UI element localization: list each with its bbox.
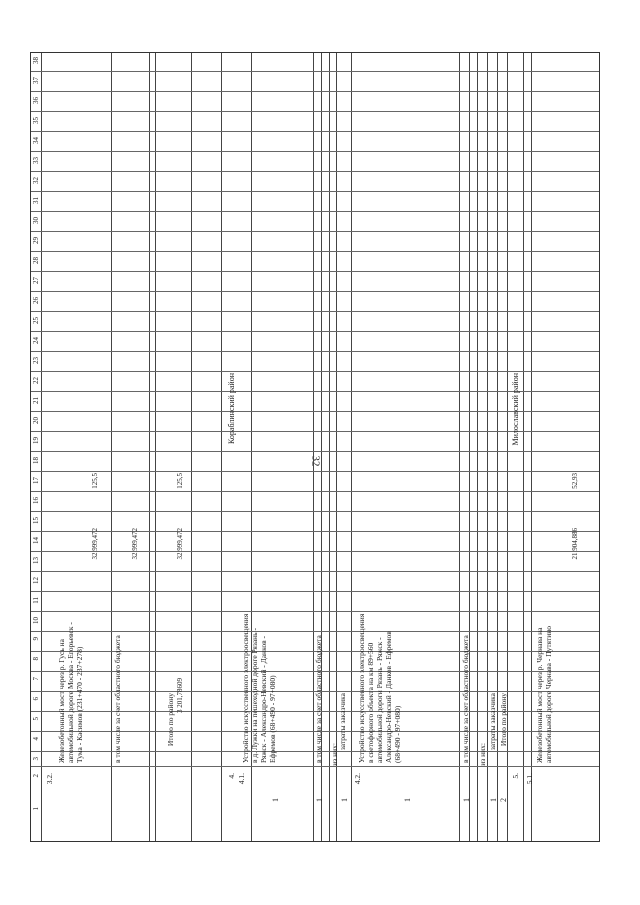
column-number: 24 xyxy=(32,337,40,344)
row-name: Устройство искусственного электроосвещения в светофорного объекта на км 89+560 автомобильной дороги Рязань - Ряжск - Александро-Невский - Данков - Ефремов (68+490 - 97+080) xyxy=(357,613,402,763)
column-number: 28 xyxy=(32,257,40,264)
column-number: 1 xyxy=(32,807,40,811)
column-number: 12 xyxy=(32,577,40,584)
row-code: 4.1. xyxy=(237,773,246,785)
column-number: 9 xyxy=(32,637,40,641)
value-cell: 125,5 xyxy=(176,473,184,489)
row-subtitle: из них: xyxy=(478,743,487,766)
column-number: 21 xyxy=(32,397,40,404)
col-divider xyxy=(31,231,599,232)
column-number: 4 xyxy=(32,737,40,741)
column-number: 2 xyxy=(32,774,40,778)
column-number: 26 xyxy=(32,297,40,304)
col-divider xyxy=(31,291,599,292)
value-cell: 21 904,886 xyxy=(571,528,579,560)
column-number: 37 xyxy=(32,77,40,84)
column-number: 18 xyxy=(32,457,40,464)
col-divider xyxy=(31,511,599,512)
column-number: 10 xyxy=(32,617,40,624)
row-code: 3.2. xyxy=(45,773,54,785)
col-divider xyxy=(31,471,599,472)
section-number: 4. xyxy=(227,773,236,779)
mark: 1 xyxy=(489,798,498,802)
column-number: 5 xyxy=(32,717,40,721)
col-divider xyxy=(31,191,599,192)
row-code: 4.2. xyxy=(353,773,362,785)
value-cell: 3 201,78609 xyxy=(176,678,184,713)
column-number: 36 xyxy=(32,97,40,104)
col-divider xyxy=(31,551,599,552)
value-cell: 32 999,472 xyxy=(131,528,139,560)
value-cell: 52,93 xyxy=(571,473,579,489)
col-divider xyxy=(31,151,599,152)
row-name: Устройство искусственного электроосвещения в д. Лужки на пешеходной дороге Рязань - Ряжск - Александро-Невский - Данков - Ефремов (68+490 - 97+080) xyxy=(241,613,277,763)
row-subtitle: в том числе за счет областного бюджета xyxy=(314,635,323,763)
column-number: 32 xyxy=(32,177,40,184)
column-number: 13 xyxy=(32,557,40,564)
col-divider xyxy=(31,71,599,72)
row-total-label: Итого по району xyxy=(166,693,175,747)
column-number: 11 xyxy=(32,597,40,604)
column-number: 7 xyxy=(32,677,40,681)
mark: 1 xyxy=(315,798,324,802)
col-divider xyxy=(31,91,599,92)
section-title: Милославский район xyxy=(511,373,520,446)
col-divider xyxy=(31,131,599,132)
column-number: 22 xyxy=(32,377,40,384)
column-number: 33 xyxy=(32,157,40,164)
col-divider xyxy=(31,591,599,592)
col-divider xyxy=(31,251,599,252)
column-number: 30 xyxy=(32,217,40,224)
column-number: 17 xyxy=(32,477,40,484)
rotated-table xyxy=(30,52,600,842)
col-divider xyxy=(31,451,599,452)
value-cell: 32 999,472 xyxy=(91,528,99,560)
col-divider xyxy=(31,331,599,332)
column-number: 20 xyxy=(32,417,40,424)
col-divider xyxy=(31,766,599,767)
column-number: 29 xyxy=(32,237,40,244)
col-divider xyxy=(31,351,599,352)
row-total-label: Итого по району xyxy=(499,693,508,747)
page-number: 32 xyxy=(309,455,322,467)
row-name: Железобетонный мост через р. Гусь на автомобильной дороге Москва - Егорьевск - Тума - Касимов (231+470 - 237+278) xyxy=(57,622,84,763)
column-number: 19 xyxy=(32,437,40,444)
mark: 1 xyxy=(403,798,412,802)
col-divider xyxy=(31,571,599,572)
column-number: 27 xyxy=(32,277,40,284)
col-divider xyxy=(31,531,599,532)
column-number: 34 xyxy=(32,137,40,144)
column-number: 25 xyxy=(32,317,40,324)
column-number: 3 xyxy=(32,757,40,761)
col-divider xyxy=(31,111,599,112)
mark: 1 xyxy=(462,798,471,802)
row-subtitle: затраты заказчика xyxy=(488,693,497,751)
value-cell: 32 999,472 xyxy=(176,528,184,560)
row-subtitle: в том числе за счет областного бюджета xyxy=(113,635,122,763)
col-divider xyxy=(31,611,599,612)
row-code: 5.1. xyxy=(525,773,534,785)
column-number: 31 xyxy=(32,197,40,204)
section-number: 5. xyxy=(511,773,520,779)
value-cell: 125,5 xyxy=(91,473,99,489)
mark: 1 xyxy=(271,798,280,802)
row-subtitle: в том числе за счет областного бюджета xyxy=(461,635,470,763)
col-divider xyxy=(31,211,599,212)
mark: 1 xyxy=(340,798,349,802)
column-number: 15 xyxy=(32,517,40,524)
section-title: Кораблинский район xyxy=(227,373,236,445)
col-divider xyxy=(31,271,599,272)
column-number: 23 xyxy=(32,357,40,364)
mark: 2 xyxy=(499,798,508,802)
row-subtitle: затраты заказчика xyxy=(338,693,347,751)
row-subtitle: из них: xyxy=(330,743,339,766)
column-number: 8 xyxy=(32,657,40,661)
column-number: 35 xyxy=(32,117,40,124)
column-number: 16 xyxy=(32,497,40,504)
column-number: 6 xyxy=(32,697,40,701)
col-divider xyxy=(31,171,599,172)
col-divider xyxy=(31,491,599,492)
column-number: 38 xyxy=(32,57,40,64)
col-divider xyxy=(31,311,599,312)
column-number: 14 xyxy=(32,537,40,544)
row-name: Железобетонный мост через р. Чернава на автомобильной дороге Чернава - Путятино xyxy=(535,625,553,763)
